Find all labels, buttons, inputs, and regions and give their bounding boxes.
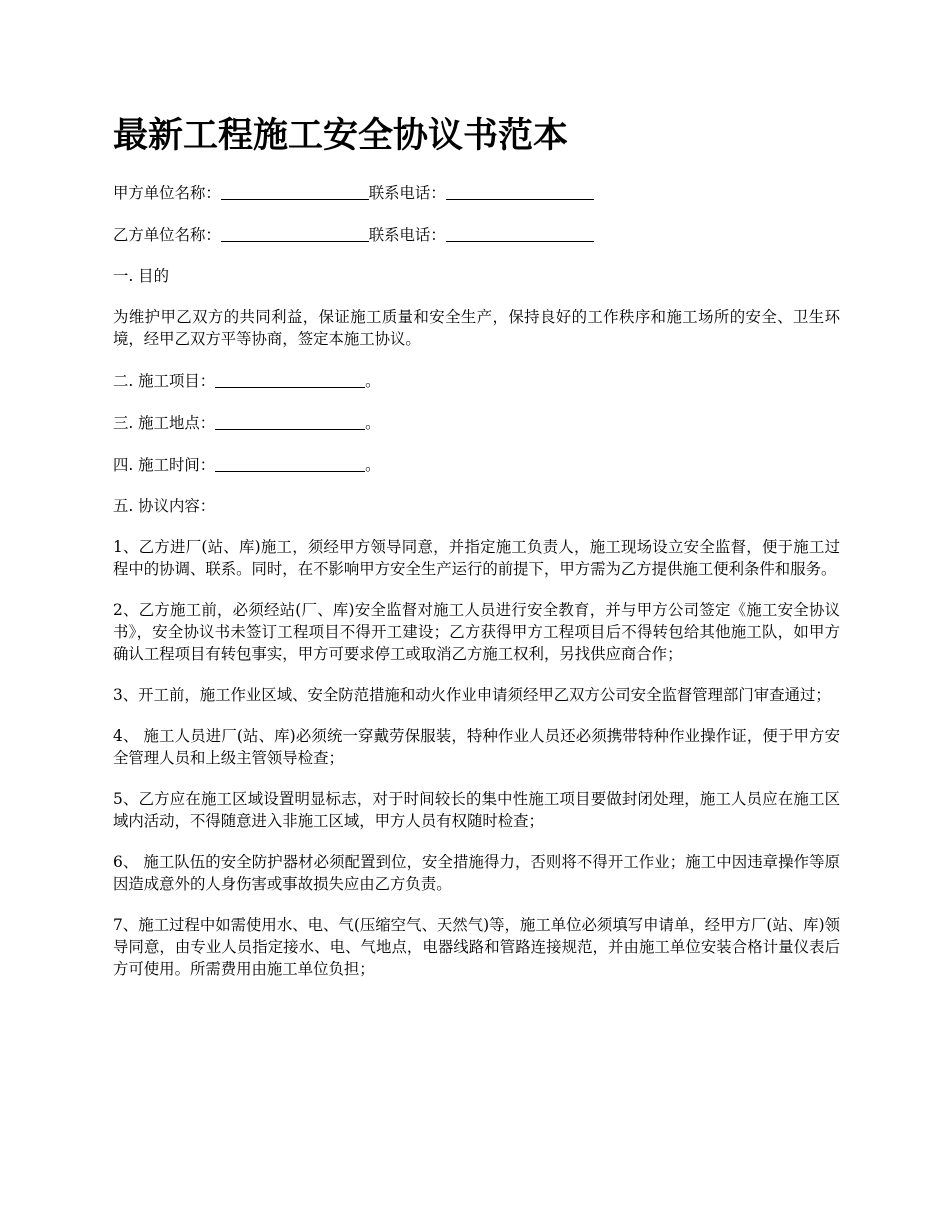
party-b-row (113, 223, 840, 246)
section-2-blank (215, 371, 365, 388)
party-b-phone-blank (446, 225, 594, 242)
party-b-name-blank (221, 225, 369, 242)
section-3-label: 三. 施工地点： (113, 414, 216, 432)
section-2-row (113, 369, 840, 392)
section-2-suffix: 。 (365, 372, 381, 390)
document-title: 最新工程施工安全协议书范本 (113, 115, 569, 156)
section-4-suffix: 。 (365, 456, 381, 474)
section-4-row (113, 453, 840, 476)
section-1-body: 为维护甲乙双方的共同利益，保证施工质量和安全生产，保持良好的工作秩序和施工场所的安全、卫生环境，经甲乙双方平等协商，签定本施工协议。 (113, 308, 840, 348)
clause-1: 1、乙方进厂(站、库)施工，须经甲方领导同意，并指定施工负责人，施工现场设立安全监督，便于施工过程中的协调、联系。同时，在不影响甲方安全生产运行的前提下，甲方需为乙方提供施工便利条件和服务。 (113, 538, 840, 578)
party-a-phone-blank (446, 183, 594, 200)
section-1-heading: 一. 目的 (113, 267, 169, 285)
section-3-blank (215, 413, 365, 430)
section-2-label: 二. 施工项目： (113, 372, 216, 390)
clause-2: 2、乙方施工前，必须经站(厂、库)安全监督对施工人员进行安全教育，并与甲方公司签定《施工安全协议书》，安全协议书未签订工程项目不得开工建设；乙方获得甲方工程项目后不得转包给其他施工队，如甲方确认工程项目有转包事实，甲方可要求停工或取消乙方施工权利，另找供应商合作； (113, 601, 840, 663)
clause-4: 4、 施工人员进厂(站、库)必须统一穿戴劳保服装，特种作业人员还必须携带特种作业操作证，便于甲方安全管理人员和上级主管领导检查； (113, 727, 840, 767)
section-3-row (113, 411, 840, 434)
clause-7: 7、施工过程中如需使用水、电、气(压缩空气、天然气)等，施工单位必须填写申请单，经甲方厂(站、库)领导同意，由专业人员指定接水、电、气地点，电器线路和管路连接规范，并由施工单位安装合格计量仪表后方可使用。所需费用由施工单位负担； (113, 916, 840, 978)
party-b-name-label: 乙方单位名称： (113, 226, 221, 244)
party-a-name-blank (221, 183, 369, 200)
clause-5: 5、乙方应在施工区域设置明显标志，对于时间较长的集中性施工项目要做封闭处理，施工人员应在施工区域内活动，不得随意进入非施工区域，甲方人员有权随时检查； (113, 790, 840, 830)
party-a-row (113, 181, 840, 204)
party-a-phone-label: 联系电话： (368, 184, 446, 202)
party-b-phone-label: 联系电话： (368, 226, 446, 244)
section-4-label: 四. 施工时间： (113, 456, 216, 474)
clause-3: 3、开工前，施工作业区域、安全防范措施和动火作业申请须经甲乙双方公司安全监督管理部门审查通过； (113, 686, 831, 704)
party-a-name-label: 甲方单位名称： (113, 184, 221, 202)
section-4-blank (215, 455, 365, 472)
section-3-suffix: 。 (365, 414, 381, 432)
section-5-heading: 五. 协议内容： (113, 497, 216, 515)
clause-6: 6、 施工队伍的安全防护器材必须配置到位，安全措施得力，否则将不得开工作业；施工中因违章操作等原因造成意外的人身伤害或事故损失应由乙方负责。 (113, 853, 840, 893)
